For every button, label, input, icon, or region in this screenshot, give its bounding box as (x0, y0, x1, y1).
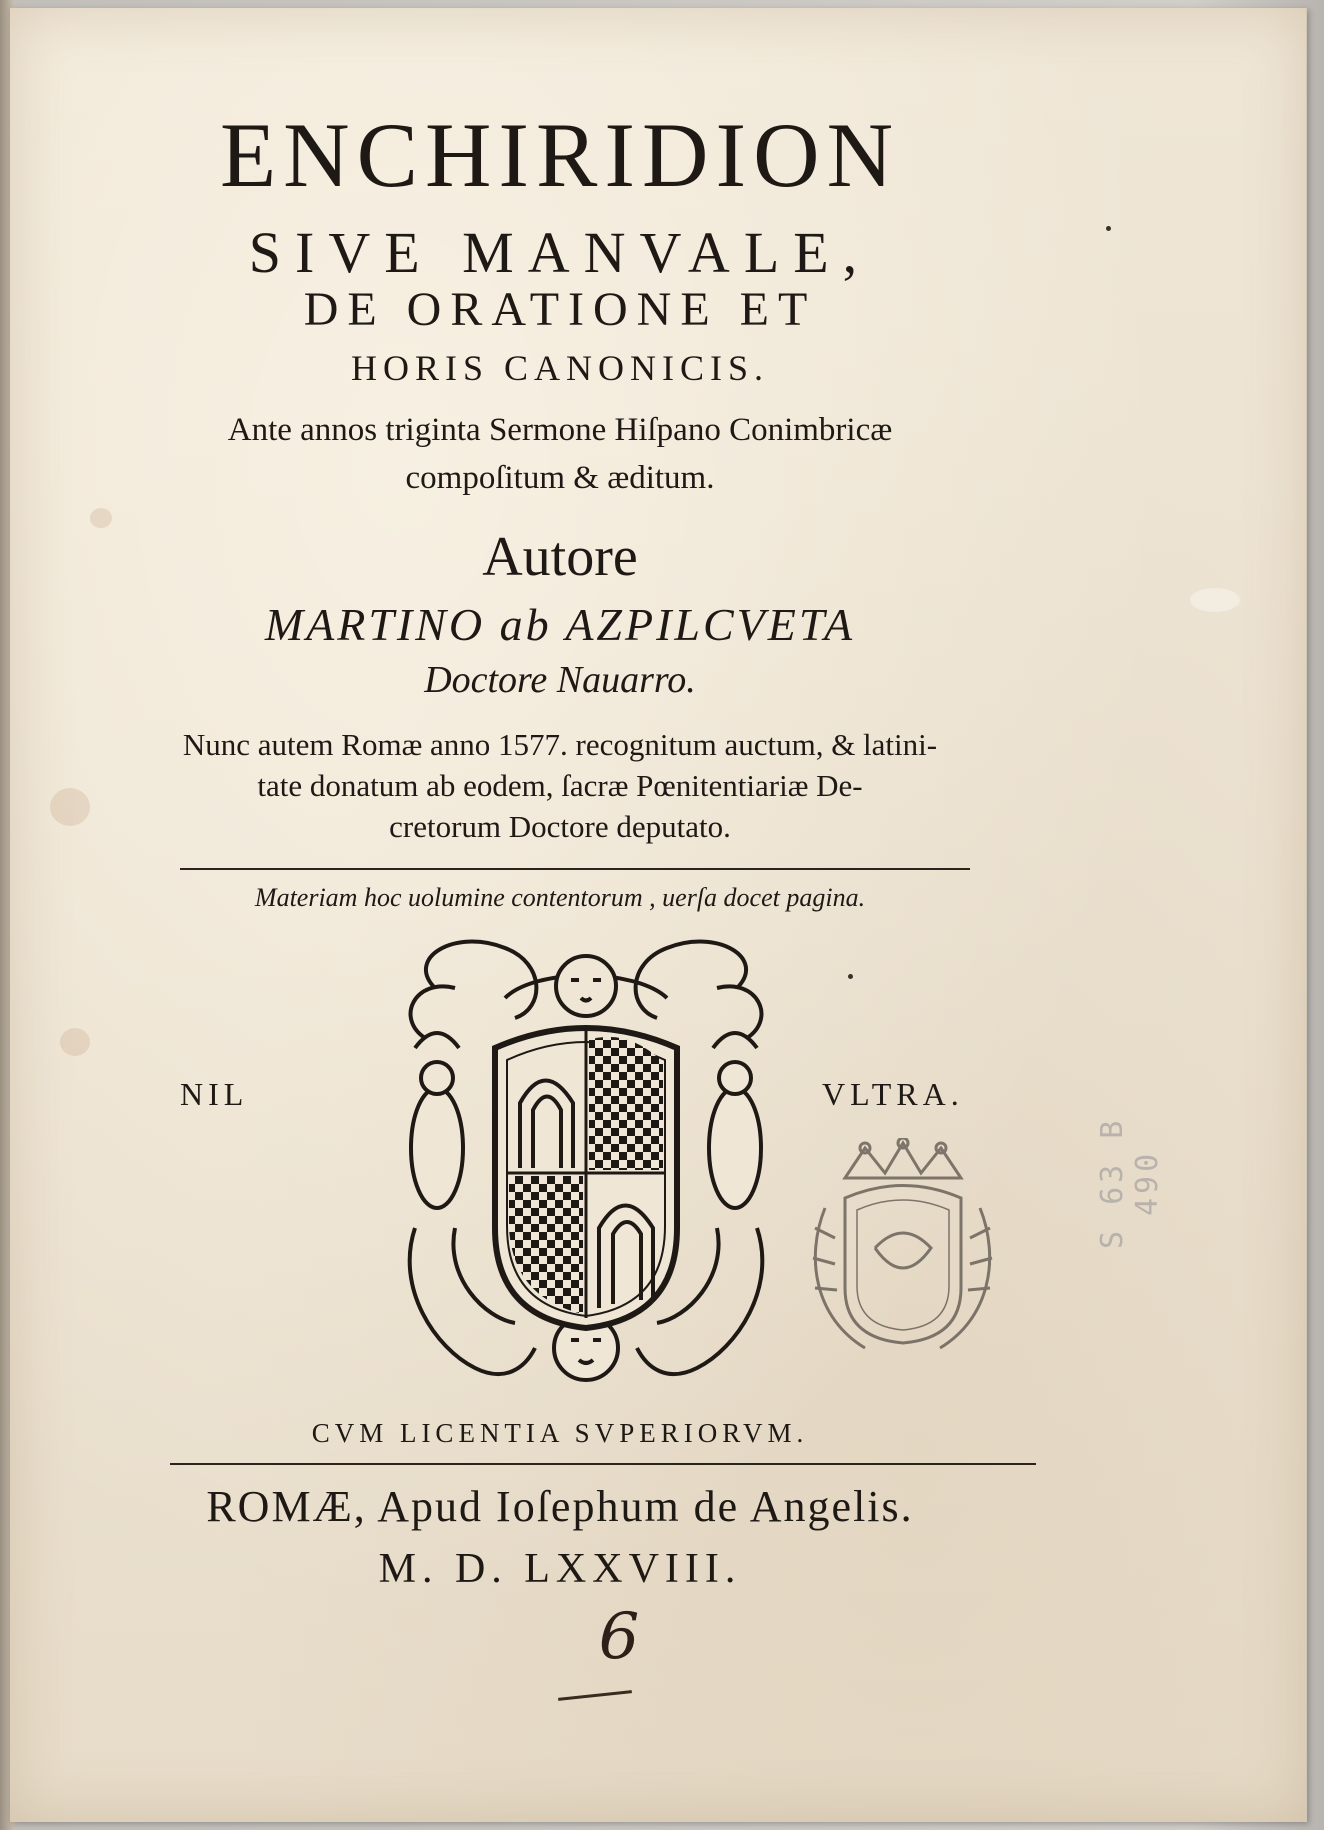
coat-of-arms-woodcut (395, 928, 777, 1408)
edition-note-line-3: cretorum Doctore deputato. (389, 809, 731, 844)
author-title: Doctore Nauarro. (424, 659, 696, 701)
motto-right: VLTRA. (822, 1076, 964, 1112)
license-line: CVM LICENTIA SVPERIORVM. (311, 1418, 809, 1448)
handwritten-underline (558, 1690, 632, 1701)
subtitle-sive-manuale: SIVE MANVALE, (248, 220, 872, 285)
imprint-line: ROMÆ, Apud Ioſephum de Angelis. (206, 1482, 914, 1531)
publication-year: M. D. LXXVIII. (378, 1546, 742, 1592)
handwritten-number: 6 (598, 1600, 640, 1674)
divider-rule-bottom (170, 1463, 1036, 1465)
ink-dot (848, 974, 853, 979)
author-name: MARTINO ab AZPILCVETA (264, 599, 856, 650)
subtitle-de-oratione: DE ORATIONE ET (303, 283, 817, 336)
motto-left: NIL (180, 1076, 249, 1112)
book-title: ENCHIRIDION (219, 104, 901, 206)
edition-note-line-1: Nunc autem Romæ anno 1577. recognitum auctum, & latini- (182, 727, 938, 762)
library-stamp (805, 1138, 1000, 1358)
divider-rule-top (180, 868, 970, 870)
paper-wear-spot (1190, 588, 1240, 612)
title-page (10, 8, 1307, 1822)
autore-label: Autore (482, 526, 638, 588)
subtitle-horis-canonicis: HORIS CANONICIS. (350, 348, 770, 388)
faded-shelfmark-stamp: S 63 B 490 (1095, 1116, 1165, 1250)
edition-note-line-2: tate donatum ab eodem, ſacræ Pœnitentiariæ De- (257, 768, 863, 803)
foxing-spot (60, 1028, 90, 1056)
origin-line-1: Ante annos triginta Sermone Hiſpano Conimbricæ (227, 412, 893, 448)
origin-line-2: compoſitum & æditum. (405, 460, 715, 496)
contents-note: Materiam hoc uolumine contentorum , uerſa docet pagina. (254, 883, 866, 912)
